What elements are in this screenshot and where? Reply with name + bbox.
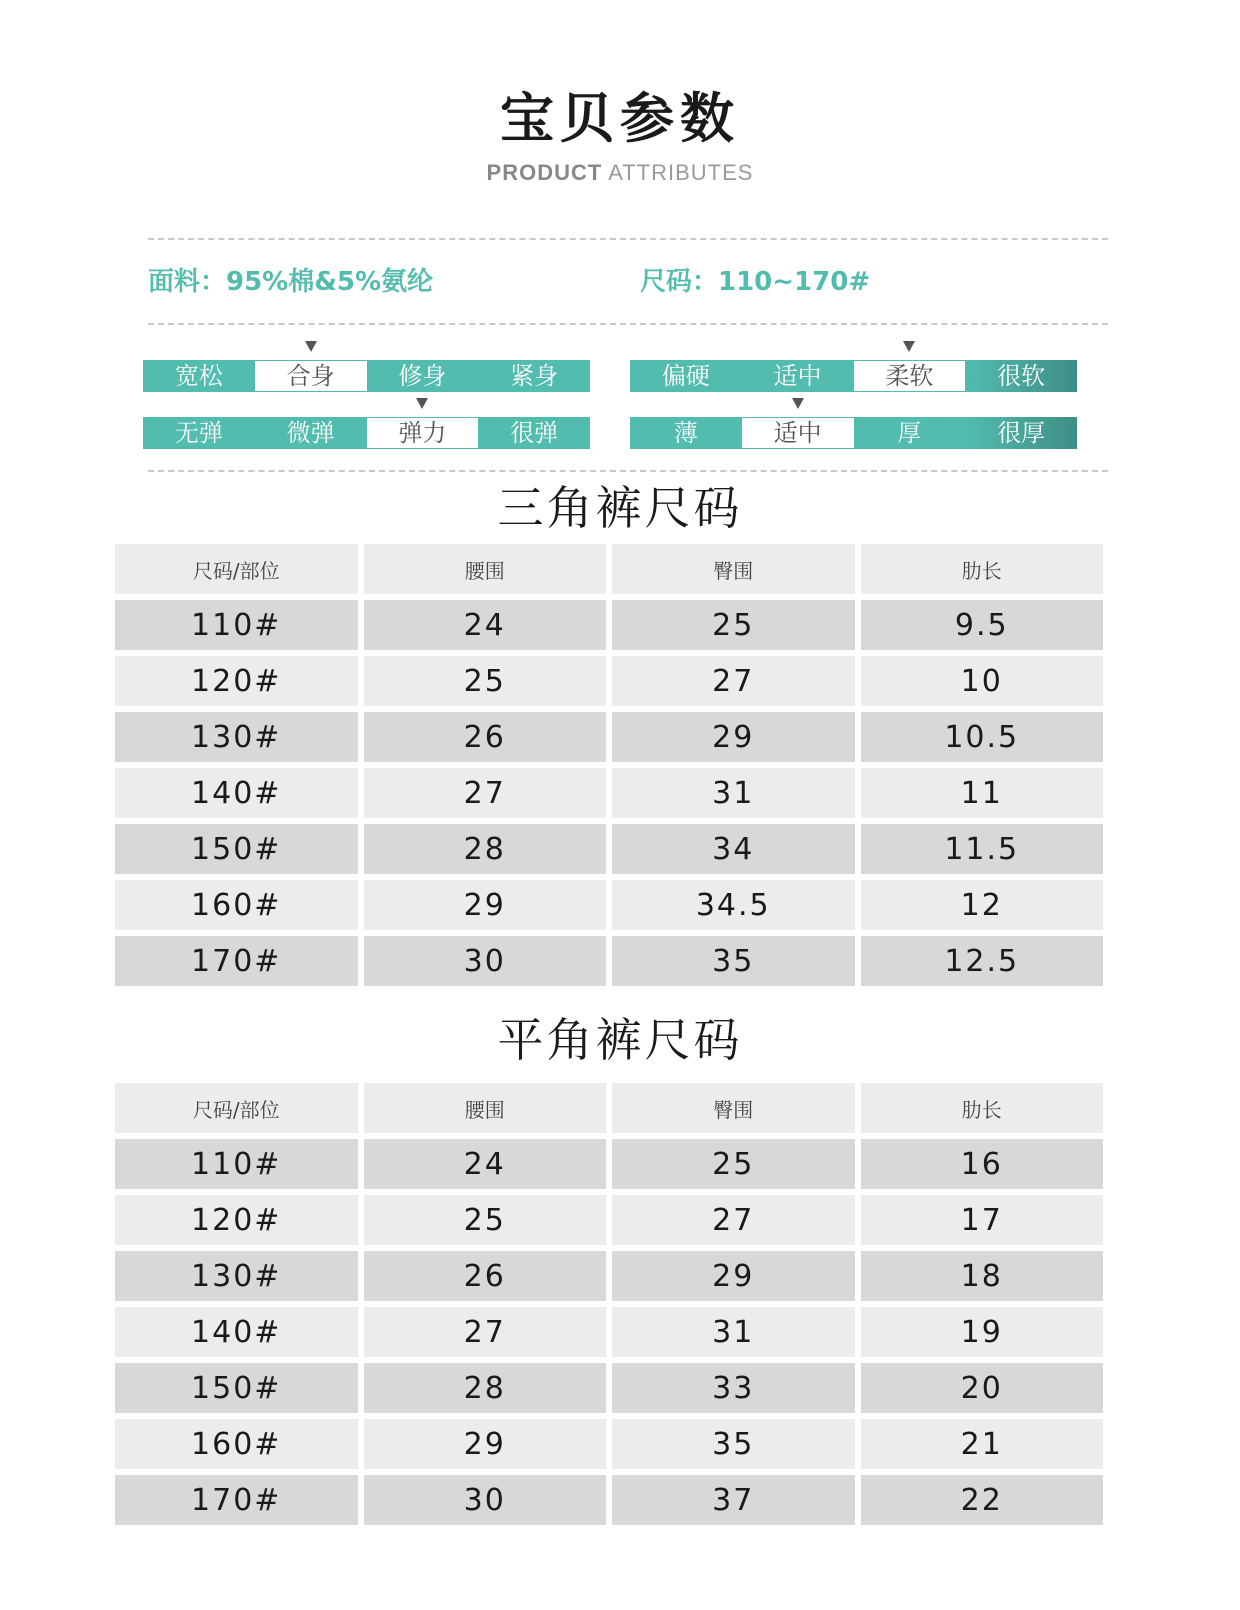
table-cell: 25 <box>612 1139 855 1189</box>
table-cell: 19 <box>861 1307 1104 1357</box>
table-cell: 130# <box>115 1251 358 1301</box>
table-header-row <box>115 544 1103 594</box>
table-cell: 35 <box>612 936 855 986</box>
divider <box>148 470 1108 472</box>
table-row <box>115 1251 1103 1301</box>
table-cell: 12.5 <box>861 936 1104 986</box>
table-header-row <box>115 1083 1103 1133</box>
softness-option <box>742 360 854 392</box>
selected-marker-icon <box>792 398 804 409</box>
table-cell: 140# <box>115 768 358 818</box>
table-cell: 170# <box>115 936 358 986</box>
table-cell: 27 <box>364 768 607 818</box>
thickness-scale <box>630 417 1077 449</box>
table-row <box>115 656 1103 706</box>
divider <box>148 238 1108 240</box>
fit-scale <box>143 360 590 392</box>
table-cell: 25 <box>364 656 607 706</box>
table-cell: 29 <box>364 880 607 930</box>
subtitle-light: ATTRIBUTES <box>608 160 754 185</box>
table-row <box>115 1307 1103 1357</box>
fit-option-label: 合身 <box>286 362 335 390</box>
fit-option-label: 宽松 <box>174 362 223 390</box>
thickness-option <box>965 417 1077 449</box>
table-cell: 24 <box>364 600 607 650</box>
table-cell: 17 <box>861 1195 1104 1245</box>
fit-option <box>367 360 479 392</box>
briefs-size-title: 三角裤尺码 <box>497 481 743 535</box>
table-row <box>115 1139 1103 1189</box>
table-cell: 110# <box>115 1139 358 1189</box>
page-title: 宝贝参数 <box>500 86 740 150</box>
boxers-size-title: 平角裤尺码 <box>497 1013 743 1067</box>
table-cell: 30 <box>364 1475 607 1525</box>
divider <box>148 323 1108 325</box>
thickness-option-label: 很厚 <box>997 419 1046 447</box>
column-header: 肋长 <box>861 1083 1104 1133</box>
thickness-option-label: 薄 <box>673 419 698 447</box>
selected-marker-icon <box>305 341 317 352</box>
softness-option-label: 偏硬 <box>661 362 710 390</box>
table-row <box>115 936 1103 986</box>
table-cell: 140# <box>115 1307 358 1357</box>
table-cell: 29 <box>612 1251 855 1301</box>
fabric-spec: 面料：95%棉&5%氨纶 <box>148 267 434 297</box>
subtitle-bold: PRODUCT <box>486 160 603 185</box>
table-cell: 28 <box>364 1363 607 1413</box>
table-row <box>115 712 1103 762</box>
table-cell: 37 <box>612 1475 855 1525</box>
page-header <box>0 78 1240 188</box>
table-cell: 25 <box>612 600 855 650</box>
column-header: 肋长 <box>861 544 1104 594</box>
size-range-spec: 尺码：110~170# <box>640 267 871 297</box>
table-cell: 24 <box>364 1139 607 1189</box>
table-cell: 34 <box>612 824 855 874</box>
table-cell: 29 <box>364 1419 607 1469</box>
table-cell: 9.5 <box>861 600 1104 650</box>
softness-option <box>965 360 1077 392</box>
softness-option-label: 适中 <box>773 362 822 390</box>
fit-option <box>143 360 255 392</box>
elasticity-option <box>143 417 255 449</box>
column-header: 臀围 <box>612 544 855 594</box>
fit-option-label: 修身 <box>398 362 447 390</box>
boxers-size-table <box>109 1077 1109 1531</box>
table-cell: 11.5 <box>861 824 1104 874</box>
thickness-option-label: 适中 <box>773 419 822 447</box>
fit-option <box>255 360 367 392</box>
table-cell: 25 <box>364 1195 607 1245</box>
table-cell: 31 <box>612 768 855 818</box>
table-row <box>115 1363 1103 1413</box>
table-cell: 29 <box>612 712 855 762</box>
table-cell: 160# <box>115 880 358 930</box>
elasticity-option <box>255 417 367 449</box>
column-header: 尺码/部位 <box>115 544 358 594</box>
softness-scale <box>630 360 1077 392</box>
column-header: 尺码/部位 <box>115 1083 358 1133</box>
elasticity-option-label: 微弹 <box>286 419 335 447</box>
elasticity-option <box>367 417 479 449</box>
table-row <box>115 600 1103 650</box>
selected-marker-icon <box>903 341 915 352</box>
table-row <box>115 768 1103 818</box>
table-cell: 12 <box>861 880 1104 930</box>
table-cell: 150# <box>115 824 358 874</box>
selected-marker-icon <box>416 398 428 409</box>
softness-option <box>854 360 966 392</box>
table-cell: 31 <box>612 1307 855 1357</box>
table-cell: 33 <box>612 1363 855 1413</box>
table-cell: 20 <box>861 1363 1104 1413</box>
thickness-option <box>630 417 742 449</box>
thickness-option-label: 厚 <box>897 419 922 447</box>
briefs-size-table <box>109 538 1109 992</box>
table-cell: 34.5 <box>612 880 855 930</box>
table-cell: 10.5 <box>861 712 1104 762</box>
table-cell: 30 <box>364 936 607 986</box>
table-cell: 22 <box>861 1475 1104 1525</box>
fit-option <box>478 360 590 392</box>
table-row <box>115 824 1103 874</box>
table-cell: 27 <box>612 656 855 706</box>
table-row <box>115 880 1103 930</box>
thickness-option <box>742 417 854 449</box>
table-cell: 21 <box>861 1419 1104 1469</box>
elasticity-option-label: 很弹 <box>510 419 559 447</box>
table-cell: 27 <box>364 1307 607 1357</box>
table-cell: 26 <box>364 712 607 762</box>
table-cell: 27 <box>612 1195 855 1245</box>
table-row <box>115 1419 1103 1469</box>
softness-option-label: 很软 <box>997 362 1046 390</box>
elasticity-option-label: 弹力 <box>398 419 447 447</box>
elasticity-option <box>478 417 590 449</box>
column-header: 腰围 <box>364 544 607 594</box>
table-row <box>115 1475 1103 1525</box>
fit-option-label: 紧身 <box>510 362 559 390</box>
column-header: 腰围 <box>364 1083 607 1133</box>
page-subtitle <box>0 158 1240 188</box>
elasticity-scale <box>143 417 590 449</box>
table-cell: 18 <box>861 1251 1104 1301</box>
table-row <box>115 1195 1103 1245</box>
table-cell: 120# <box>115 1195 358 1245</box>
table-cell: 35 <box>612 1419 855 1469</box>
table-cell: 160# <box>115 1419 358 1469</box>
table-cell: 16 <box>861 1139 1104 1189</box>
table-cell: 130# <box>115 712 358 762</box>
table-cell: 110# <box>115 600 358 650</box>
table-cell: 120# <box>115 656 358 706</box>
table-cell: 28 <box>364 824 607 874</box>
column-header: 臀围 <box>612 1083 855 1133</box>
softness-option-label: 柔软 <box>885 362 934 390</box>
softness-option <box>630 360 742 392</box>
thickness-option <box>854 417 966 449</box>
table-cell: 150# <box>115 1363 358 1413</box>
table-cell: 170# <box>115 1475 358 1525</box>
table-cell: 11 <box>861 768 1104 818</box>
elasticity-option-label: 无弹 <box>174 419 223 447</box>
table-cell: 26 <box>364 1251 607 1301</box>
table-cell: 10 <box>861 656 1104 706</box>
